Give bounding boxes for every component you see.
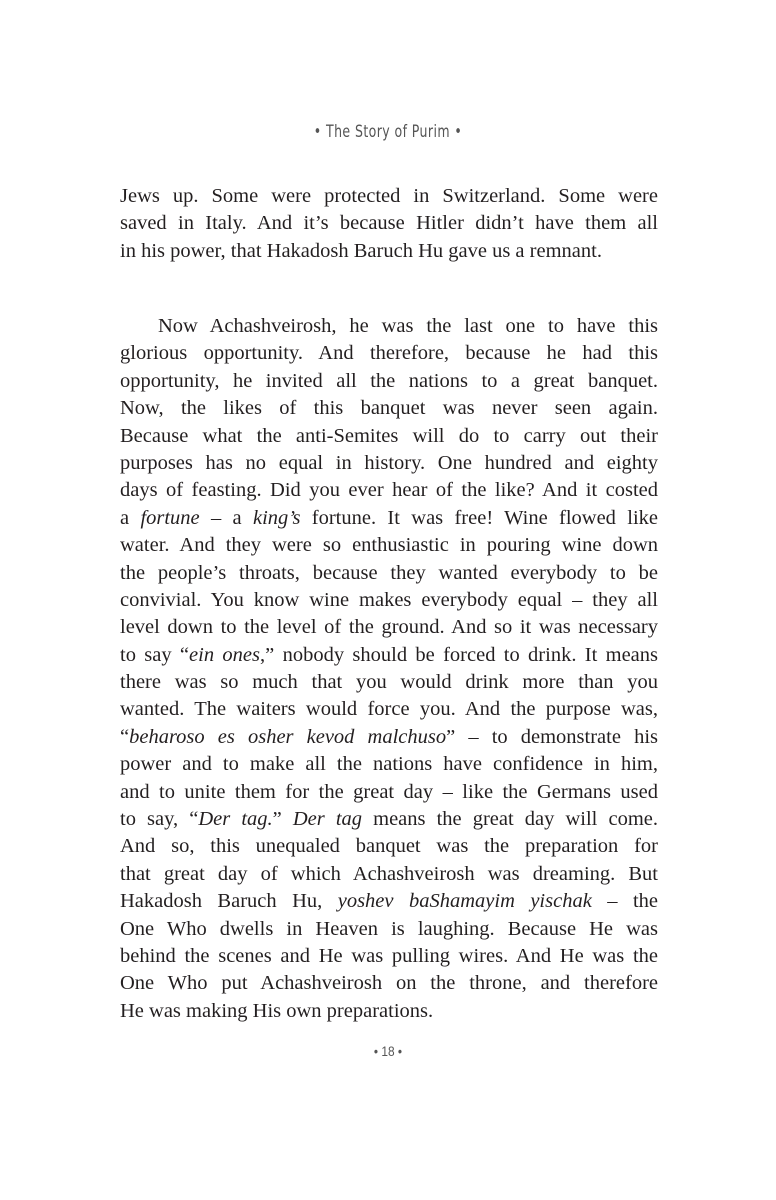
text-segment: saved in Italy. And it’s because Hitler didn’t have them all [120, 212, 658, 235]
text-line [120, 751, 658, 778]
text-segment: opportunity, he invited all the nations to a great banquet. [120, 369, 658, 392]
italic-text: ein ones [189, 643, 261, 666]
italic-text: Der tag [292, 808, 363, 831]
text-line [120, 806, 658, 833]
text-line [120, 916, 658, 943]
text-segment: Because what the anti-Semites will do to carry out their [120, 424, 658, 447]
text-segment: One Who dwells in Heaven is laughing. Because He was [120, 917, 658, 940]
text-line [120, 477, 658, 504]
text-segment: And so, this unequaled banquet was the preparation for [120, 835, 658, 858]
text-segment: means the great day will come. [362, 808, 658, 831]
italic-text: fortune [140, 506, 200, 529]
text-line [120, 998, 658, 1025]
text-segment: behind the scenes and He was pulling wires. And He was the [120, 944, 658, 967]
text-line [120, 183, 658, 210]
text-line [120, 395, 658, 422]
text-segment: ,” nobody should be forced to drink. It means [260, 643, 659, 666]
text-segment: He was making His own preparations. [120, 999, 434, 1022]
paragraph-2 [120, 313, 658, 1025]
italic-text: beharoso es osher kevod malchuso [129, 725, 447, 748]
text-segment: ” [272, 808, 293, 831]
text-segment: a [120, 506, 141, 529]
text-segment: the people’s throats, because they wanted everybody to be [120, 561, 658, 584]
text-line [120, 560, 658, 587]
text-segment: there was so much that you would drink more than you [120, 671, 658, 694]
text-line [120, 505, 658, 532]
text-segment: and to unite them for the great day – like the Germans used [120, 780, 658, 803]
text-line [120, 423, 658, 450]
page-number: • 18 • [373, 1043, 403, 1059]
text-line [120, 210, 658, 237]
text-segment: Now Achashveirosh, he was the last one to have this [158, 315, 658, 337]
text-line [120, 313, 658, 340]
text-segment: “ [120, 725, 130, 748]
text-segment: ” – to demonstrate his [446, 725, 658, 748]
text-line [120, 943, 658, 970]
text-line [120, 888, 658, 915]
text-segment: to say “ [120, 643, 190, 666]
text-segment: – the [591, 890, 659, 913]
text-segment: glorious opportunity. And therefore, because he had this [120, 342, 658, 365]
text-segment: wanted. The waiters would force you. And the purpose was, [120, 698, 658, 721]
text-line [120, 724, 658, 751]
text-segment: fortune. It was free! Wine flowed like [300, 506, 658, 529]
text-line [120, 779, 658, 806]
italic-text: king’s [252, 506, 301, 529]
text-line [120, 587, 658, 614]
text-line [120, 669, 658, 696]
text-segment: – a [199, 506, 253, 529]
text-segment: to say, “ [120, 808, 199, 831]
text-line [120, 340, 658, 367]
text-line [120, 450, 658, 477]
text-segment: level down to the level of the ground. And so it was necessary [120, 616, 658, 639]
text-segment: in his power, that Hakadosh Baruch Hu gave us a remnant. [120, 239, 602, 262]
text-line [120, 970, 658, 997]
text-segment: Hakadosh Baruch Hu, [120, 890, 338, 913]
text-line [120, 642, 658, 669]
text-segment: convivial. You know wine makes everybody equal – they all [120, 588, 658, 611]
paragraph-1 [120, 183, 658, 265]
text-segment: purposes has no equal in history. One hundred and eighty [120, 451, 658, 474]
text-line [120, 833, 658, 860]
text-segment: water. And they were so enthusiastic in pouring wine down [120, 534, 658, 557]
text-line [120, 614, 658, 641]
text-line [120, 238, 658, 265]
text-line [120, 696, 658, 723]
text-segment: One Who put Achashveirosh on the throne, and therefore [120, 972, 658, 995]
italic-text: yoshev baShamayim yischak [337, 890, 592, 913]
text-line [120, 532, 658, 559]
running-head: • The Story of Purim • [313, 122, 463, 142]
italic-text: Der tag. [198, 808, 273, 831]
text-segment: days of feasting. Did you ever hear of the like? And it costed [120, 479, 658, 502]
text-line [120, 368, 658, 395]
text-segment: that great day of which Achashveirosh was dreaming. But [120, 862, 658, 885]
text-segment: power and to make all the nations have confidence in him, [120, 753, 658, 776]
text-segment: Jews up. Some were protected in Switzerland. Some were [120, 185, 658, 207]
text-line [120, 861, 658, 888]
text-segment: Now, the likes of this banquet was never seen again. [120, 397, 658, 420]
